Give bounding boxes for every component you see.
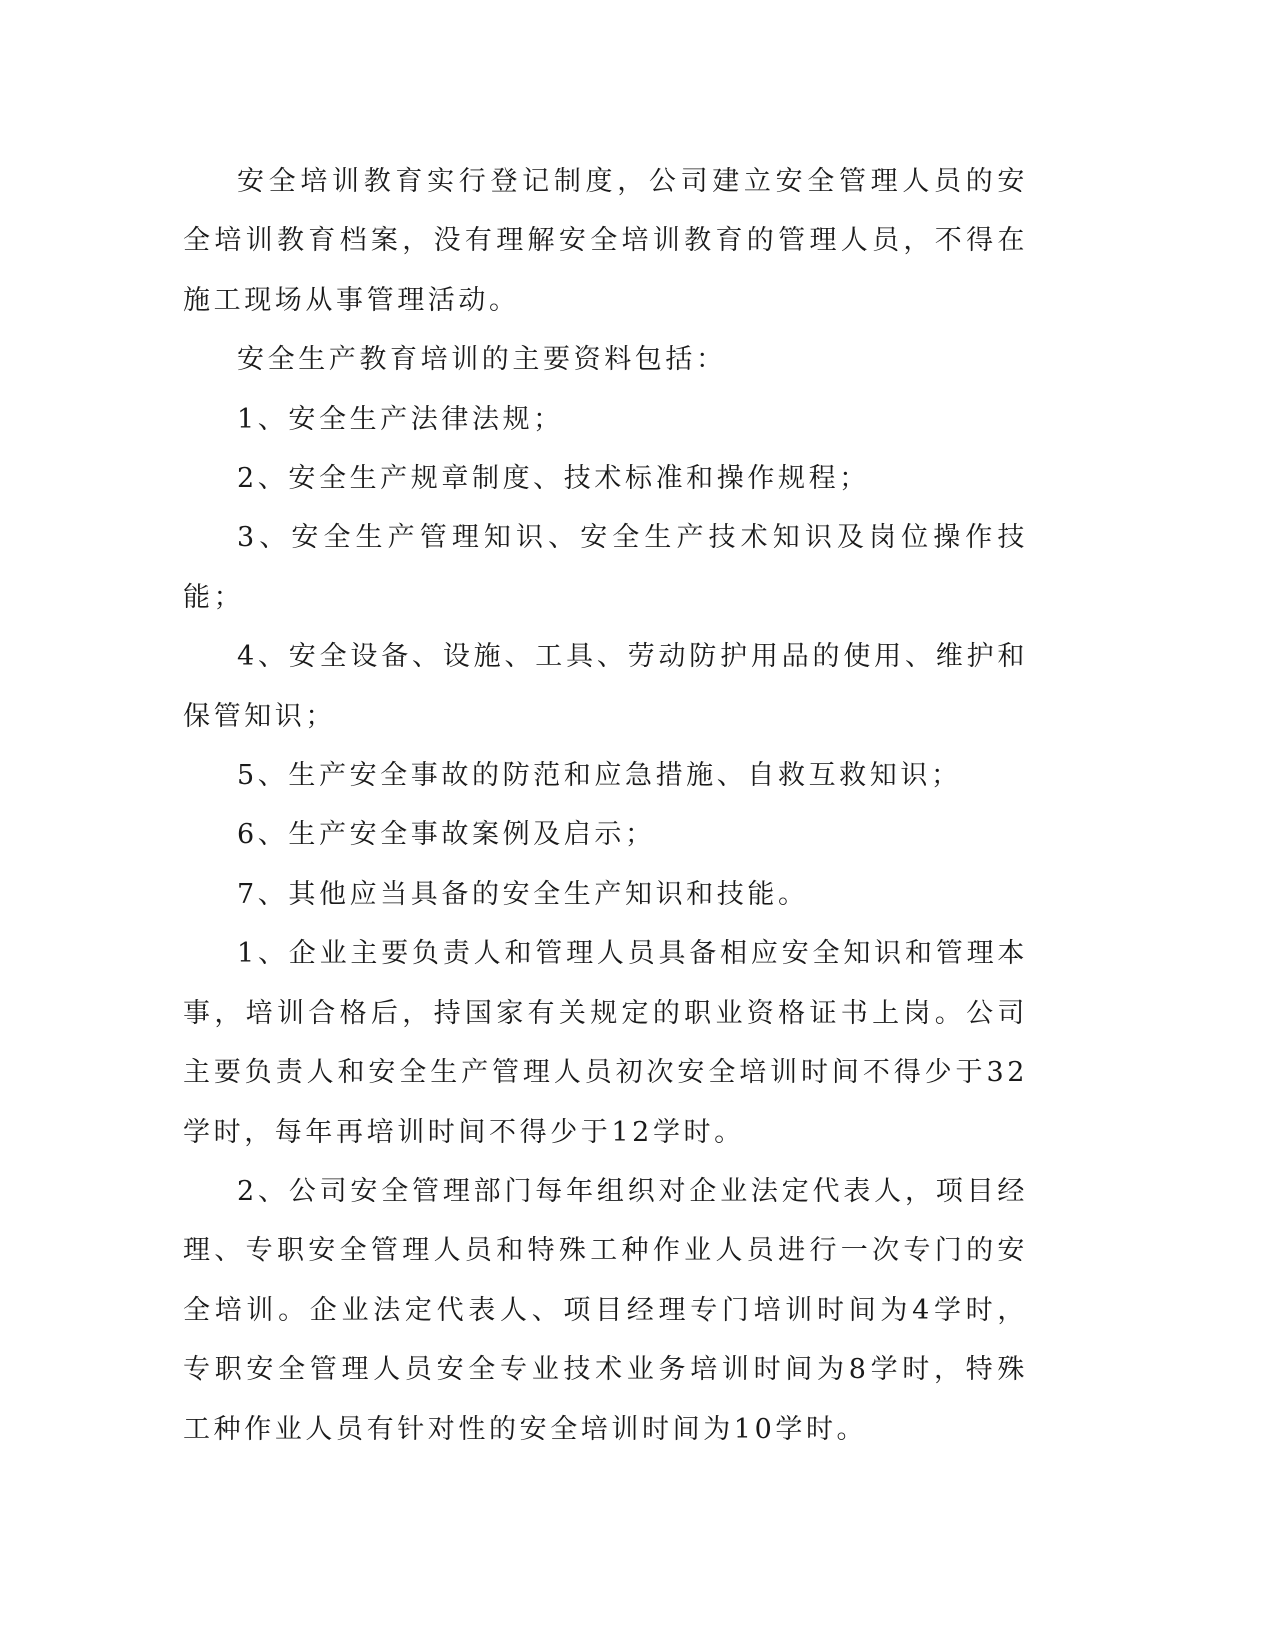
paragraph-contents-intro: 安全生产教育培训的主要资料包括： (237, 344, 727, 376)
list-item-1: 1、安全生产法律法规； (237, 403, 564, 435)
list-item-2: 2、安全生产规章制度、技术标准和操作规程； (237, 463, 870, 495)
list-item-7: 7、其他应当具备的安全生产知识和技能。 (237, 878, 809, 910)
document-body (183, 152, 1028, 1459)
paragraph-annual-training: 2、公司安全管理部门每年组织对企业法定代表人，项目经理、专职安全管理人员和特殊工种作业人员进行一次专门的安全培训。企业法定代表人、项目经理专门培训时间为4学时，专职安全管理人员安全专业技术业务培训时间为8学时，特殊工种作业人员有针对性的安全培训时间为10学时。 (183, 1175, 1028, 1445)
paragraph-leaders-training: 1、企业主要负责人和管理人员具备相应安全知识和管理本事，培训合格后，持国家有关规定的职业资格证书上岗。公司主要负责人和安全生产管理人员初次安全培训时间不得少于32学时，每年再培训时间不得少于12学时。 (183, 938, 1028, 1148)
list-item-5: 5、生产安全事故的防范和应急措施、自救互救知识； (237, 760, 962, 792)
list-item-6: 6、生产安全事故案例及启示； (237, 819, 656, 851)
list-item-3: 3、安全生产管理知识、安全生产技术知识及岗位操作技能； (183, 522, 1028, 613)
list-item-4: 4、安全设备、设施、工具、劳动防护用品的使用、维护和保管知识； (183, 641, 1028, 732)
paragraph-registration: 安全培训教育实行登记制度，公司建立安全管理人员的安全培训教育档案，没有理解安全培训教育的管理人员，不得在施工现场从事管理活动。 (183, 166, 1028, 316)
